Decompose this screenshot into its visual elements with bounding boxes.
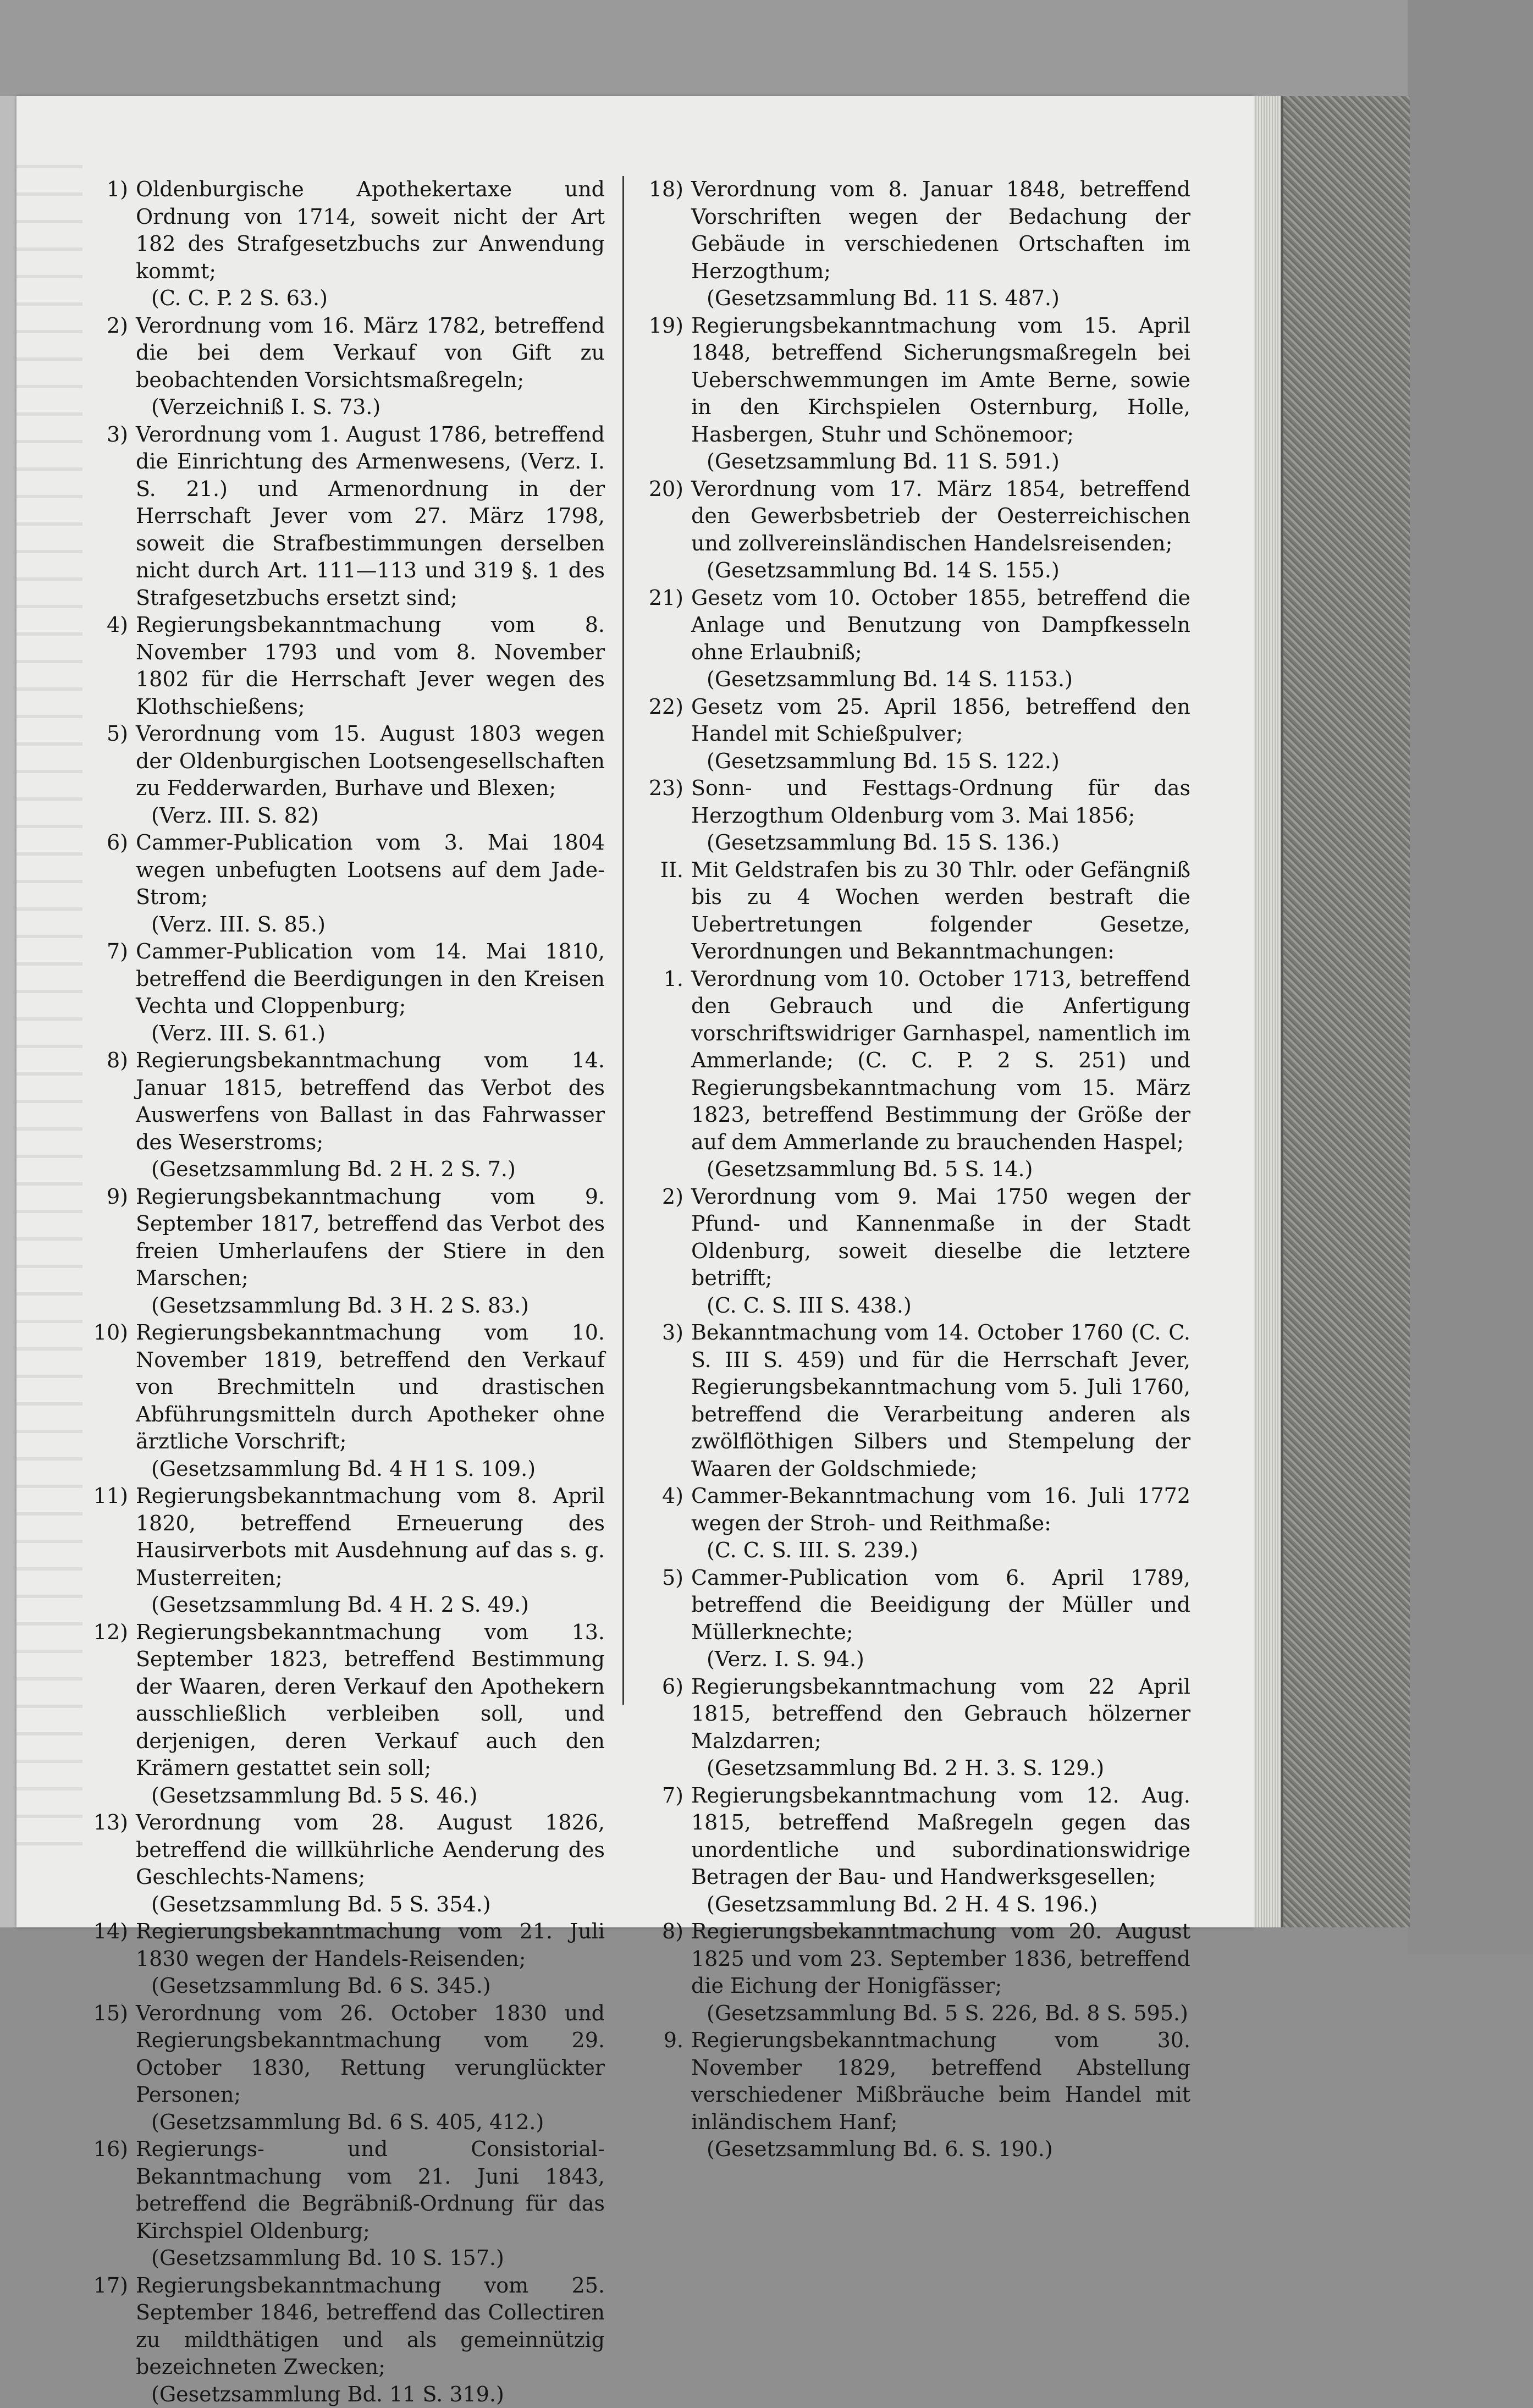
- law-entry: [646, 1483, 1190, 1564]
- entry-number: 19): [646, 312, 691, 476]
- entry-body: [136, 312, 605, 421]
- entry-source: (Verz. III. S. 85.): [136, 911, 605, 939]
- entry-text: Verordnung vom 17. März 1854, betreffend den Gewerbsbetrieb der Oesterreichischen und zollvereinsländischen Handelsreisenden;: [691, 477, 1190, 555]
- entry-text: Regierungsbekanntmachung vom 8. April 1820, betreffend Erneuerung des Hausirverbots mit Ausdehnung auf das s. g. Musterreiten;: [136, 1484, 605, 1590]
- entry-text: Cammer-Publication vom 3. Mai 1804 wegen unbefugten Lootsens auf dem Jade-Strom;: [136, 830, 605, 909]
- entry-source: (C. C. P. 2 S. 63.): [136, 285, 605, 312]
- entry-source: (Gesetzsammlung Bd. 11 S. 487.): [691, 285, 1190, 312]
- scan-background-right: [1408, 0, 1533, 1955]
- entry-text: Mit Geldstrafen bis zu 30 Thlr. oder Gefängniß bis zu 4 Wochen werden bestraft die Uebertretungen folgender Gesetze, Verordnungen und Bekanntmachungen:: [691, 858, 1190, 964]
- entry-number: 3): [646, 1319, 691, 1483]
- entry-source: (Gesetzsammlung Bd. 4 H 1 S. 109.): [136, 1456, 605, 1483]
- entry-text: Regierungsbekanntmachung vom 30. November 1829, betreffend Abstellung verschiedener Mißbräuche beim Handel mit inländischem Hanf;: [691, 2028, 1190, 2134]
- entry-number: 18): [646, 176, 691, 312]
- entry-number: 6): [646, 1673, 691, 1782]
- entry-number: 5): [646, 1564, 691, 1673]
- entry-number: 10): [91, 1319, 136, 1483]
- entry-number: 9.: [646, 2027, 691, 2163]
- entry-number: 9): [91, 1183, 136, 1320]
- law-entry: [646, 312, 1190, 476]
- entry-number: 4): [646, 1483, 691, 1564]
- entry-number: 1.: [646, 966, 691, 1183]
- entry-body: [136, 829, 605, 938]
- entry-text: Verordnung vom 16. März 1782, betreffend die bei dem Verkauf von Gift zu beobachtenden Vorsichtsmaßregeln;: [136, 313, 605, 392]
- entry-number: 6): [91, 829, 136, 938]
- entry-source: (Gesetzsammlung Bd. 11 S. 319.): [136, 2381, 605, 2408]
- entry-body: [691, 1782, 1190, 1919]
- entry-text: Regierungsbekanntmachung vom 22 April 1815, betreffend den Gebrauch hölzerner Malzdarren;: [691, 1674, 1190, 1753]
- left-text-column: [91, 176, 605, 2408]
- entry-body: [691, 966, 1190, 1183]
- entry-body: [691, 693, 1190, 775]
- entry-body: [136, 1183, 605, 1320]
- entry-body: [691, 1673, 1190, 1782]
- entry-text: Gesetz vom 10. October 1855, betreffend die Anlage und Benutzung von Dampfkesseln ohne Erlaubniß;: [691, 586, 1190, 664]
- law-entry: [91, 938, 605, 1047]
- entry-source: (Gesetzsammlung Bd. 3 H. 2 S. 83.): [136, 1292, 605, 1320]
- law-entry: [646, 476, 1190, 585]
- entry-number: 8): [646, 1918, 691, 2027]
- column-divider: [622, 176, 624, 1705]
- book-cover-edge: [1281, 96, 1410, 1927]
- entry-source: (Gesetzsammlung Bd. 2 H. 2 S. 7.): [136, 1156, 605, 1183]
- law-entry: [91, 1183, 605, 1320]
- entry-number: 15): [91, 2000, 136, 2136]
- entry-number: 4): [91, 611, 136, 720]
- law-entry: [646, 1564, 1190, 1673]
- entry-source: (Verz. III. S. 82): [136, 802, 605, 830]
- law-entry: [91, 1619, 605, 1810]
- entry-body: [136, 1047, 605, 1183]
- entry-body: [691, 1319, 1190, 1483]
- law-entry: [646, 1319, 1190, 1483]
- entry-number: 11): [91, 1483, 136, 1619]
- entry-number: 7): [91, 938, 136, 1047]
- entry-text: Verordnung vom 9. Mai 1750 wegen der Pfund- und Kannenmaße in der Stadt Oldenburg, soweit dieselbe die letztere betrifft;: [691, 1184, 1190, 1291]
- entry-body: [136, 1319, 605, 1483]
- entry-number: 22): [646, 693, 691, 775]
- entry-source: (C. C. S. III S. 438.): [691, 1292, 1190, 1320]
- entry-number: 23): [646, 775, 691, 857]
- law-entry: [91, 611, 605, 720]
- entry-number: 2): [91, 312, 136, 421]
- entry-text: Regierungsbekanntmachung vom 25. September 1846, betreffend das Collectiren zu mildthätigen und als gemeinnützig bezeichneten Zwecken;: [136, 2273, 605, 2379]
- entry-body: [691, 1183, 1190, 1320]
- entry-source: (Gesetzsammlung Bd. 14 S. 1153.): [691, 666, 1190, 693]
- entry-source: (Gesetzsammlung Bd. 2 H. 4 S. 196.): [691, 1891, 1190, 1919]
- law-entry: [646, 585, 1190, 693]
- entry-body: [691, 1564, 1190, 1673]
- bleed-through-text: [16, 165, 82, 1870]
- entry-body: [691, 476, 1190, 585]
- entry-text: Verordnung vom 28. August 1826, betreffend die willkührliche Aenderung des Geschlechts-Namens;: [136, 1810, 605, 1889]
- law-entry: [91, 1918, 605, 2000]
- entry-number: 5): [91, 720, 136, 829]
- law-entry: [91, 176, 605, 312]
- entry-body: [691, 176, 1190, 312]
- entry-source: (Verz. I. S. 94.): [691, 1646, 1190, 1673]
- entry-body: [691, 312, 1190, 476]
- entry-text: Regierungsbekanntmachung vom 20. August 1825 und vom 23. September 1836, betreffend die Eichung der Honigfässer;: [691, 1919, 1190, 1998]
- law-entry: [91, 2000, 605, 2136]
- law-entry: [91, 829, 605, 938]
- page-stack-edge: [1254, 96, 1281, 1927]
- entry-body: [136, 421, 605, 612]
- previous-page-edge: [0, 96, 16, 1927]
- entry-text: Regierungsbekanntmachung vom 14. Januar 1815, betreffend das Verbot des Auswerfens von Ballast in das Fahrwasser des Weserstroms;: [136, 1048, 605, 1154]
- entry-body: [136, 2136, 605, 2272]
- entry-text: Regierungsbekanntmachung vom 13. September 1823, betreffend Bestimmung der Waaren, deren Verkauf den Apothekern ausschließlich verbleiben soll, und derjenigen, deren Verkauf auch den Krämern gestattet sein soll;: [136, 1620, 605, 1781]
- entry-text: Cammer-Publication vom 14. Mai 1810, betreffend die Beerdigungen in den Kreisen Vechta und Cloppenburg;: [136, 939, 605, 1018]
- law-entry: [91, 312, 605, 421]
- entry-number: II.: [646, 857, 691, 966]
- entry-text: Regierungsbekanntmachung vom 9. September 1817, betreffend das Verbot des freien Umherlaufens der Stiere in den Marschen;: [136, 1184, 605, 1291]
- entry-body: [136, 1809, 605, 1918]
- entry-text: Verordnung vom 26. October 1830 und Regierungsbekanntmachung vom 29. October 1830, Rettung verunglückter Personen;: [136, 2001, 605, 2107]
- entry-text: Gesetz vom 25. April 1856, betreffend den Handel mit Schießpulver;: [691, 695, 1190, 746]
- law-entry: [91, 2272, 605, 2408]
- entry-source: (Gesetzsammlung Bd. 6. S. 190.): [691, 2136, 1190, 2163]
- entry-body: [691, 2027, 1190, 2163]
- entry-number: 3): [91, 421, 136, 612]
- entry-text: Regierungsbekanntmachung vom 15. April 1848, betreffend Sicherungsmaßregeln bei Ueberschwemmungen im Amte Berne, sowie in den Kirchspielen Osternburg, Holle, Hasbergen, Stuhr und Schönemoor;: [691, 313, 1190, 447]
- entry-source: (Gesetzsammlung Bd. 15 S. 136.): [691, 829, 1190, 857]
- law-entry: [91, 1047, 605, 1183]
- entry-body: [136, 720, 605, 829]
- entry-text: Verordnung vom 10. October 1713, betreffend den Gebrauch und die Anfertigung vorschriftswidriger Garnhaspel, namentlich im Ammerlande; (C. C. P. 2 S. 251) und Regierungsbekanntmachung vom 15. März 1823, betreffend Bestimmung der Größe der auf dem Ammerlande zu brauchenden Haspel;: [691, 967, 1190, 1154]
- entry-body: [136, 2272, 605, 2408]
- entry-body: [136, 1619, 605, 1810]
- entry-number: 16): [91, 2136, 136, 2272]
- law-entry: [646, 1918, 1190, 2027]
- law-entry: [91, 720, 605, 829]
- law-entry: [646, 2027, 1190, 2163]
- entry-source: (Gesetzsammlung Bd. 4 H. 2 S. 49.): [136, 1591, 605, 1619]
- entry-text: Sonn- und Festtags-Ordnung für das Herzogthum Oldenburg vom 3. Mai 1856;: [691, 776, 1190, 828]
- law-entry: [646, 1673, 1190, 1782]
- entry-number: 13): [91, 1809, 136, 1918]
- entry-source: (Gesetzsammlung Bd. 6 S. 345.): [136, 1972, 605, 2000]
- entry-source: (Gesetzsammlung Bd. 2 H. 3. S. 129.): [691, 1755, 1190, 1782]
- law-entry: [646, 1183, 1190, 1320]
- entry-source: (Verz. III. S. 61.): [136, 1020, 605, 1048]
- law-entry: [91, 2136, 605, 2272]
- entry-source: (Gesetzsammlung Bd. 5 S. 46.): [136, 1782, 605, 1810]
- entry-number: 7): [646, 1782, 691, 1919]
- entry-source: (Gesetzsammlung Bd. 5 S. 14.): [691, 1156, 1190, 1183]
- entry-text: Cammer-Bekanntmachung vom 16. Juli 1772 wegen der Stroh- und Reithmaße:: [691, 1484, 1190, 1535]
- law-entry: [91, 1809, 605, 1918]
- entry-text: Regierungsbekanntmachung vom 21. Juli 1830 wegen der Handels-Reisenden;: [136, 1919, 605, 1971]
- entry-body: [691, 1483, 1190, 1564]
- law-entry: [646, 1782, 1190, 1919]
- right-text-column: [646, 176, 1190, 2163]
- entry-body: [136, 938, 605, 1047]
- law-entry: [91, 1319, 605, 1483]
- entry-body: [691, 775, 1190, 857]
- entry-number: 17): [91, 2272, 136, 2408]
- entry-body: [136, 2000, 605, 2136]
- law-entry: [646, 857, 1190, 966]
- law-entry: [646, 693, 1190, 775]
- entry-body: [136, 1483, 605, 1619]
- entry-body: [691, 857, 1190, 966]
- entry-text: Verordnung vom 8. Januar 1848, betreffend Vorschriften wegen der Bedachung der Gebäude in verschiedenen Ortschaften im Herzogthum;: [691, 177, 1190, 283]
- entry-number: 2): [646, 1183, 691, 1320]
- entry-text: Verordnung vom 1. August 1786, betreffend die Einrichtung des Armenwesens, (Verz. I. S. 21.) und Armenordnung in der Herrschaft Jever vom 27. März 1798, soweit die Strafbestimmungen derselben nicht durch Art. 111—113 und 319 §. 1 des Strafgesetzbuchs ersetzt sind;: [136, 422, 605, 610]
- law-entry: [646, 966, 1190, 1183]
- scan-background: [0, 0, 1533, 96]
- entry-text: Regierungsbekanntmachung vom 8. November 1793 und vom 8. November 1802 für die Herrschaft Jever wegen des Klothschießens;: [136, 613, 605, 719]
- entry-text: Verordnung vom 15. August 1803 wegen der Oldenburgischen Lootsengesellschaften zu Fedderwarden, Burhave und Blexen;: [136, 721, 605, 800]
- entry-source: (Gesetzsammlung Bd. 11 S. 591.): [691, 448, 1190, 476]
- entry-body: [691, 1918, 1190, 2027]
- entry-text: Regierungsbekanntmachung vom 12. Aug. 1815, betreffend Maßregeln gegen das unordentliche und subordinationswidrige Betragen der Bau- und Handwerksgesellen;: [691, 1783, 1190, 1889]
- entry-number: 20): [646, 476, 691, 585]
- entry-source: (Verzeichniß I. S. 73.): [136, 394, 605, 421]
- entry-text: Bekanntmachung vom 14. October 1760 (C. C. S. III S. 459) und für die Herrschaft Jever, Regierungsbekanntmachung vom 5. Juli 1760, betreffend die Verarbeitung anderen als zwölflöthigen Silbers und Stempelung der Waaren der Goldschmiede;: [691, 1320, 1190, 1481]
- entry-number: 14): [91, 1918, 136, 2000]
- entry-source: (Gesetzsammlung Bd. 6 S. 405, 412.): [136, 2109, 605, 2136]
- entry-text: Cammer-Publication vom 6. April 1789, betreffend die Beeidigung der Müller und Müllerknechte;: [691, 1566, 1190, 1644]
- entry-number: 21): [646, 585, 691, 693]
- entry-number: 12): [91, 1619, 136, 1810]
- entry-body: [691, 585, 1190, 693]
- entry-body: [136, 176, 605, 312]
- entry-source: (Gesetzsammlung Bd. 5 S. 226, Bd. 8 S. 595.): [691, 2000, 1190, 2027]
- entry-source: (Gesetzsammlung Bd. 5 S. 354.): [136, 1891, 605, 1919]
- entry-source: (Gesetzsammlung Bd. 14 S. 155.): [691, 557, 1190, 585]
- entry-source: (Gesetzsammlung Bd. 10 S. 157.): [136, 2245, 605, 2272]
- entry-source: (C. C. S. III. S. 239.): [691, 1537, 1190, 1564]
- law-entry: [91, 1483, 605, 1619]
- entry-text: Regierungs- und Consistorial-Bekanntmachung vom 21. Juni 1843, betreffend die Begräbniß-Ordnung für das Kirchspiel Oldenburg;: [136, 2137, 605, 2243]
- law-entry: [646, 775, 1190, 857]
- entry-body: [136, 611, 605, 720]
- entry-body: [136, 1918, 605, 2000]
- entry-text: Oldenburgische Apothekertaxe und Ordnung von 1714, soweit nicht der Art 182 des Strafgesetzbuchs zur Anwendung kommt;: [136, 177, 605, 283]
- entry-text: Regierungsbekanntmachung vom 10. November 1819, betreffend den Verkauf von Brechmitteln und drastischen Abführungsmitteln durch Apotheker ohne ärztliche Vorschrift;: [136, 1320, 605, 1453]
- entry-number: 8): [91, 1047, 136, 1183]
- law-entry: [646, 176, 1190, 312]
- law-entry: [91, 421, 605, 612]
- entry-source: (Gesetzsammlung Bd. 15 S. 122.): [691, 748, 1190, 775]
- entry-number: 1): [91, 176, 136, 312]
